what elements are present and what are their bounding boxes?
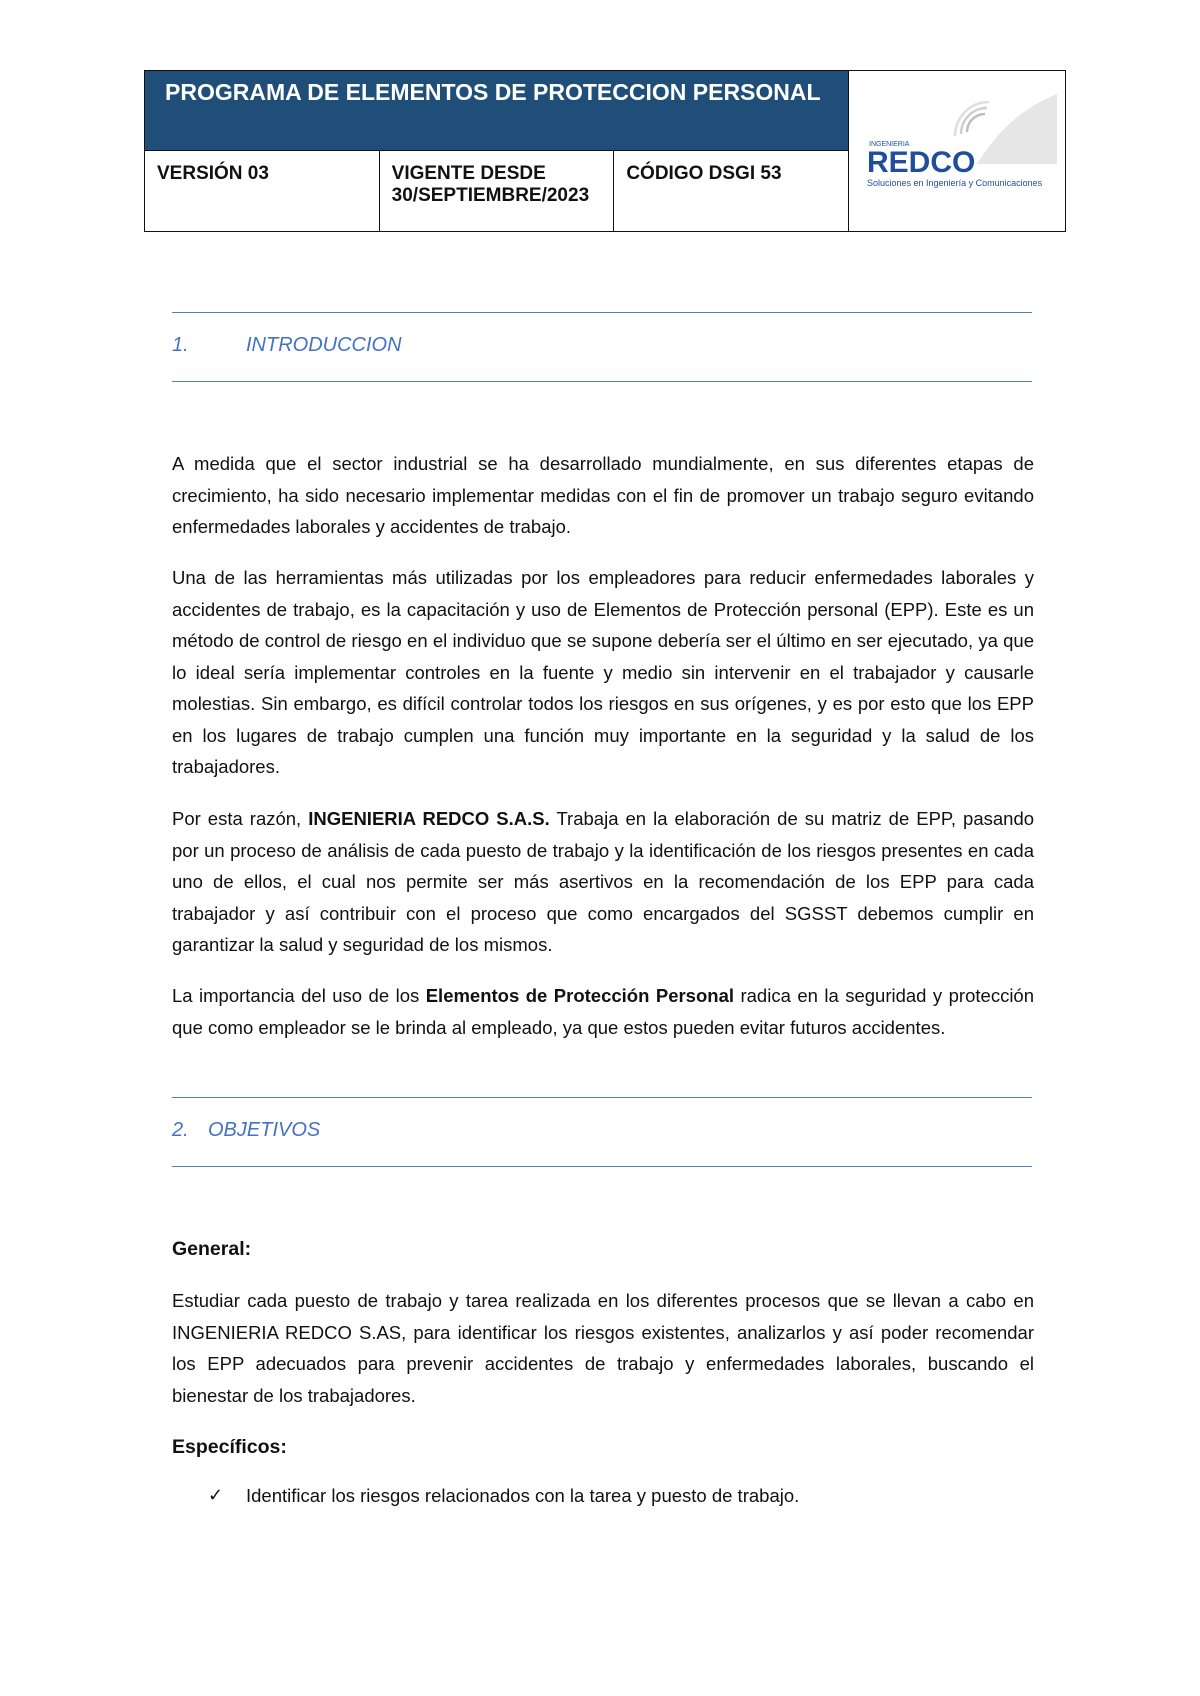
general-label: General: <box>172 1238 252 1260</box>
section-title: OBJETIVOS <box>208 1119 321 1141</box>
company-name: INGENIERIA REDCO S.A.S. <box>308 808 550 829</box>
intro-paragraph-2: Una de las herramientas más utilizadas por los empleadores para reducir enfermedades laborales y accidentes de trabajo, es la capacitación y uso de Elementos de Protección personal (EPP). Este es un método de control de riesgo en el individuo que se supone debería ser el último en ser ejecutado, ya que lo ideal sería implementar controles en la fuente y medio sin intervenir en el trabajador y causarle molestias. Sin embargo, es difícil controlar todos los riesgos en sus orígenes, y es por esto que los EPP en los lugares de trabajo cumplen una función muy importante en la seguridad y la salud de los trabajadores. <box>172 567 1034 777</box>
intro-paragraph-1: A medida que el sector industrial se ha desarrollado mundialmente, en sus diferentes etapas de crecimiento, ha sido necesario implementar medidas con el fin de promover un trabajo seguro evitando enfermedades laborales y accidentes de trabajo. <box>172 453 1034 537</box>
intro-paragraph-4: La importancia del uso de los Elementos de Protección Personal radica en la seguridad y protección que como empleador se le brinda al empleado, ya que estos pueden evitar futuros accidentes. <box>172 985 1035 1038</box>
specific-label: Específicos: <box>172 1436 287 1458</box>
checkmark-icon: ✓ <box>208 1485 224 1505</box>
version-cell: VERSIÓN 03 <box>145 151 380 232</box>
company-logo <box>849 71 1066 232</box>
section-number: 1. <box>172 334 189 356</box>
valid-from-cell: VIGENTE DESDE 30/SEPTIEMBRE/2023 <box>379 151 614 232</box>
general-objective-text: Estudiar cada puesto de trabajo y tarea realizada en los diferentes procesos que se llevan a cabo en INGENIERIA REDCO S.AS, para identificar los riesgos existentes, analizarlos y así poder recomendar los EPP adecuados para prevenir accidentes de trabajo y enfermedades laborales, buscando el bienestar de los trabajadores. <box>172 1290 1034 1406</box>
epp-term: Elementos de Protección Personal <box>425 985 735 1006</box>
intro-paragraph-3: Por esta razón, INGENIERIA REDCO S.A.S. Trabaja en la elaboración de su matriz de EPP, pasando por un proceso de análisis de cada puesto de trabajo y la identificación de los riesgos presentes en cada uno de ellos, el cual nos permite ser más asertivos en la recomendación de los EPP para cada trabajador y así contribuir con el proceso que como encargados del SGSST debemos cumplir en garantizar la salud y seguridad de los mismos. <box>172 808 1035 955</box>
section-heading-objetivos <box>172 1097 1032 1167</box>
section-heading-introduccion <box>172 312 1032 382</box>
section-number: 2. <box>172 1119 189 1141</box>
code-cell: CÓDIGO DSGI 53 <box>614 151 849 232</box>
logo-brand-text: REDCO <box>867 145 976 179</box>
section-title: INTRODUCCION <box>246 334 402 356</box>
document-title: PROGRAMA DE ELEMENTOS DE PROTECCION PERSONAL <box>145 71 849 151</box>
document-header-table <box>144 70 1066 232</box>
logo-top-text: INGENIERIA <box>869 140 910 148</box>
specific-objective-item: Identificar los riesgos relacionados con la tarea y puesto de trabajo. <box>246 1485 800 1506</box>
redco-logo-icon <box>857 94 1057 204</box>
logo-tagline-text: Soluciones en Ingeniería y Comunicaciones <box>867 177 1043 188</box>
